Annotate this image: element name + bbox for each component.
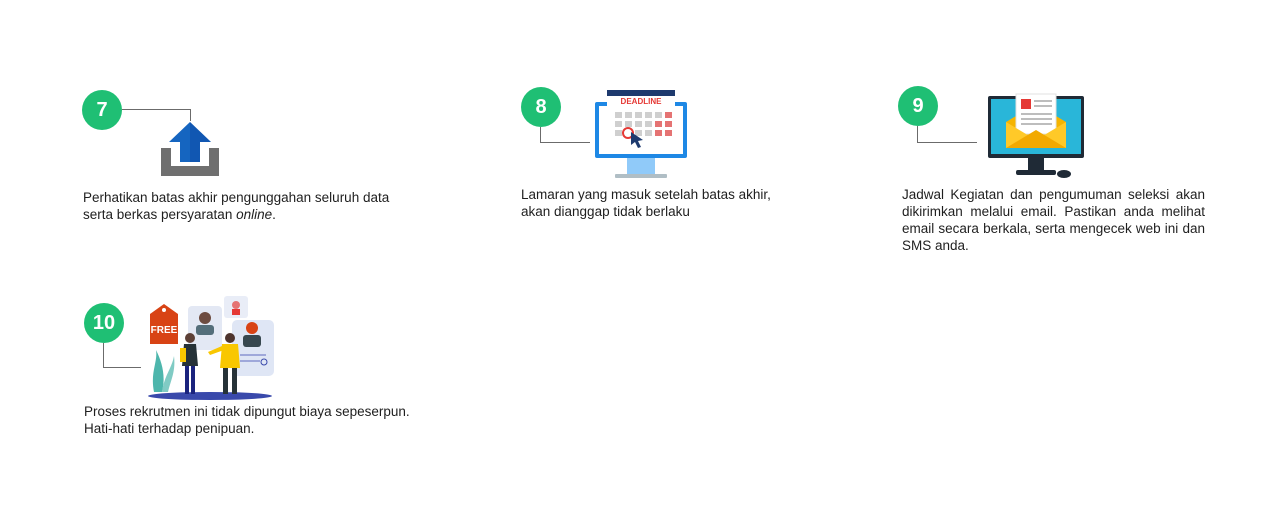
step-description: Lamaran yang masuk setelah batas akhir, akan dianggap tidak berlaku [521, 187, 771, 219]
connector-line [540, 127, 590, 143]
step-description [83, 189, 413, 223]
connector-line [917, 126, 977, 143]
deadline-calendar-monitor-icon [593, 88, 689, 184]
description-text: Perhatikan batas akhir pengunggahan seluruh data serta berkas persyaratan [83, 190, 390, 222]
step-description [84, 403, 444, 437]
step-number-badge: 8 [521, 87, 561, 127]
step-number-badge: 10 [84, 303, 124, 343]
deadline-label: DEADLINE [620, 97, 662, 106]
free-recruitment-illustration [140, 292, 280, 402]
free-label: FREE [150, 325, 178, 336]
description-line-1: Proses rekrutmen ini tidak dipungut biaya sepeserpun. [84, 404, 410, 419]
description-line-2: Hati-hati terhadap penipuan. [84, 421, 255, 436]
description-end: . [272, 207, 276, 222]
step-description: Jadwal Kegiatan dan pengumuman seleksi akan dikirimkan melalui email. Pastikan anda melihat email secara berkala, serta mengecek web ini dan SMS anda. [902, 187, 1205, 253]
step-number-badge: 9 [898, 86, 938, 126]
description-italic: online [236, 207, 273, 222]
upload-icon [158, 118, 222, 180]
connector-line [103, 343, 141, 368]
email-monitor-icon [986, 86, 1086, 182]
step-number-badge: 7 [82, 90, 122, 130]
